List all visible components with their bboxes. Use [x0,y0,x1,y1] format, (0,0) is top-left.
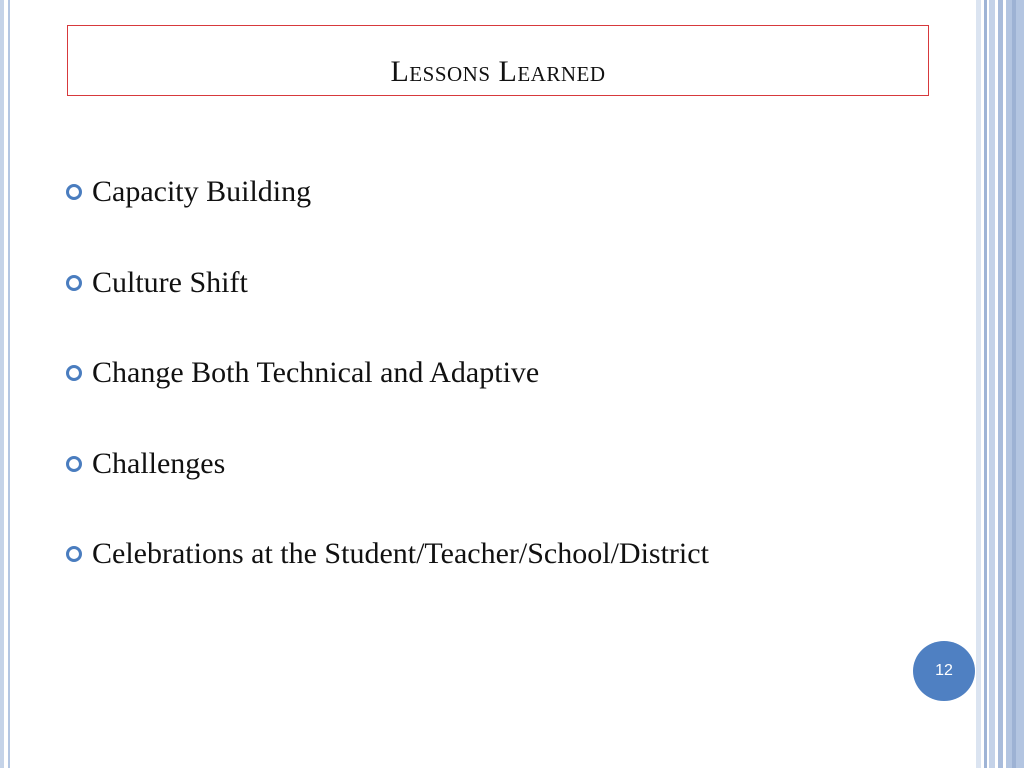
title-box [67,25,929,96]
bullet-circle-icon [66,456,82,472]
bullet-item [66,351,709,395]
left-decorative-stripe [0,0,4,768]
bullet-item [66,532,709,576]
right-decorative-stripe [984,0,987,768]
right-decorative-stripe [998,0,1003,768]
left-decorative-stripe-thin [8,0,10,768]
bullet-item [66,170,709,214]
right-decorative-stripe [1012,0,1016,768]
bullet-text: Change Both Technical and Adaptive [92,356,540,389]
bullet-circle-icon [66,365,82,381]
bullet-text: Capacity Building [92,175,312,208]
bullet-item [66,442,709,486]
slide-title: Lessons Learned [390,55,606,88]
bullet-text: Celebrations at the Student/Teacher/School/District [92,537,709,570]
bullet-list [66,170,709,623]
bullet-text: Culture Shift [92,265,248,299]
bullet-item [66,261,709,305]
bullet-circle-icon [66,184,82,200]
page-number-badge [913,641,975,701]
bullet-circle-icon [66,275,82,291]
right-decorative-stripe [976,0,981,768]
right-decorative-stripe [989,0,995,768]
bullet-text: Challenges [92,446,226,480]
bullet-circle-icon [66,546,82,562]
page-number: 12 [935,662,953,679]
